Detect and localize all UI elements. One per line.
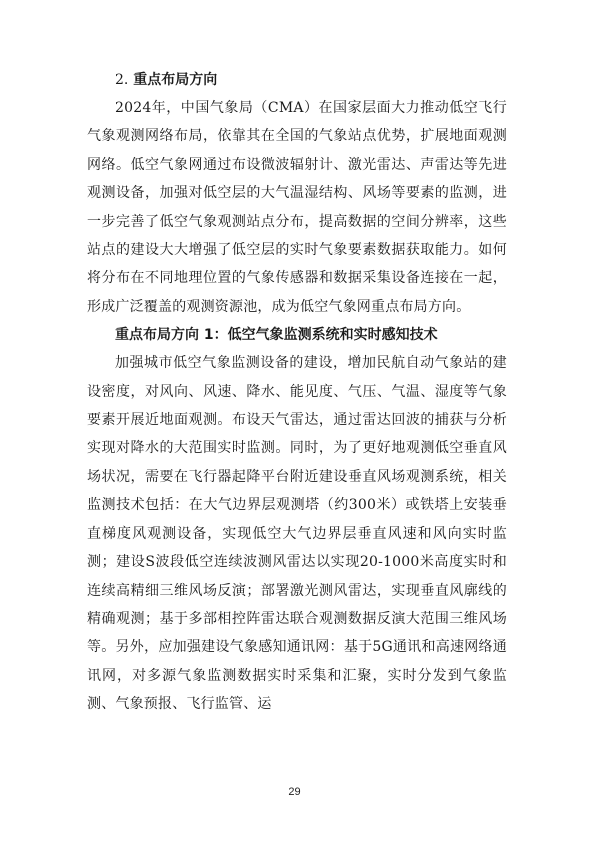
subsection-body-paragraph: 加强城市低空气象监测设备的建设，增加民航自动气象站的建设密度，对风向、风速、降水、能见度、气压、气温、湿度等气象要素开展近地面观测。布设天气雷达，通过雷达回波的捕获与分析实现对降水的大范围实时监测。同时，为了更好地观测低空垂直风场状况，需要在飞行器起降平台附近建设垂直风场观测系统，相关监测技术包括：在大气边界层观测塔（约300米）或铁塔上安装垂直梯度风观测设备，实现低空大气边界层垂直风速和风向实时监测；建设S波段低空连续波测风雷达以实现20-1000米高度实时和连续高精细三维风场反演；部署激光测风雷达，实现垂直风廓线的精确观测；基于多部相控阵雷达联合观测数据反演大范围三维风场等。另外，应加强建设气象感知通讯网：基于5G通讯和高速网络通讯网，对多源气象监测数据实时采集和汇聚，实时分发到气象监测、气象预报、飞行监管、运 [87, 355, 507, 713]
section-intro-paragraph: 2024年，中国气象局（CMA）在国家层面大力推动低空飞行气象观测网络布局，依靠其在全国的气象站点优势，扩展地面观测网络。低空气象网通过布设微波辐射计、激光雷达、声雷达等先进观测设备，加强对低空层的大气温湿结构、风场等要素的监测，进一步完善了低空气象观测站点分布，提高数据的空间分辨率，这些站点的建设大大增强了低空层的实时气象要素数据获取能力。如何将分布在不同地理位置的气象传感器和数据采集设备连接在一起，形成广泛覆盖的观测资源池，成为低空气象网重点布局方向。 [87, 100, 507, 315]
page-content [87, 66, 507, 719]
section-heading [87, 66, 507, 94]
subsection-title-prefix: 重点布局方向 1： [115, 327, 228, 344]
section-number: 2. [115, 72, 129, 88]
section-title: 重点布局方向 [133, 72, 218, 88]
subsection-title: 低空气象监测系统和实时感知技术 [227, 327, 438, 344]
subsection-heading [87, 321, 507, 349]
page-number: 29 [288, 786, 301, 798]
